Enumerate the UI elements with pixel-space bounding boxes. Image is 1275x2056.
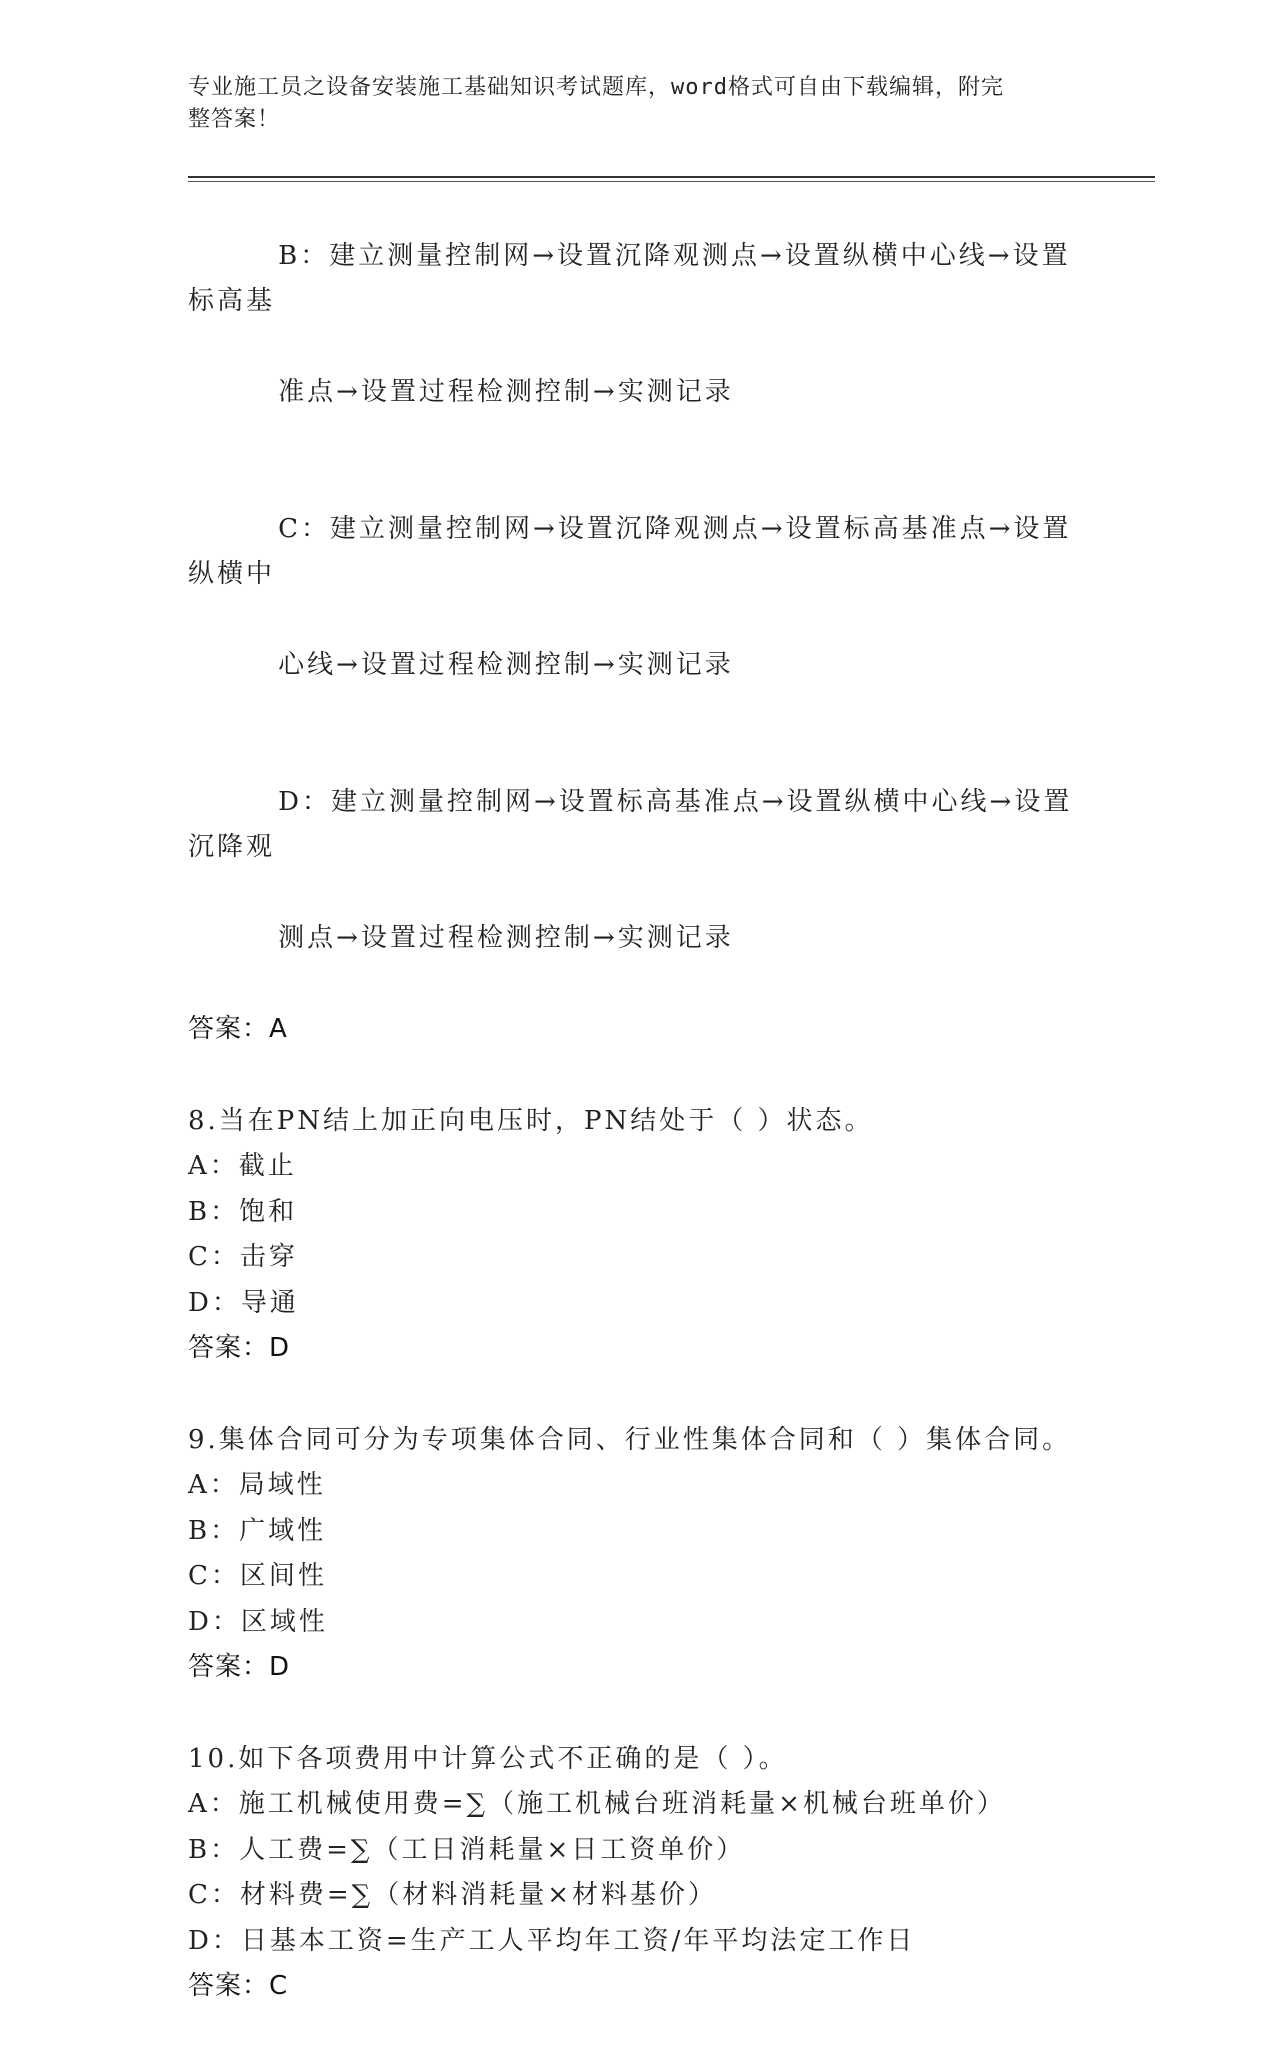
option-b <box>188 188 1088 461</box>
question-7-continued <box>188 188 1088 1053</box>
option-b-line-1: B：建立测量控制网→设置沉降观测点→设置纵横中心线→设置标高基 <box>188 240 1071 316</box>
header-line-1: 专业施工员之设备安装施工基础知识考试题库，word格式可自由下载编辑，附完 <box>188 75 1004 100</box>
page-header <box>188 72 1088 136</box>
option-d-line-2: 测点→设置过程检测控制→实测记录 <box>278 923 734 953</box>
question-8 <box>188 1099 1088 1372</box>
option-a: A：施工机械使用费=∑（施工机械台班消耗量×机械台班单价） <box>188 1789 1006 1819</box>
option-d: D：导通 <box>188 1287 299 1318</box>
answer-line: 答案：A <box>188 1014 288 1044</box>
answer-line: 答案：C <box>188 1971 289 2001</box>
option-d-line-1: D：建立测量控制网→设置标高基准点→设置纵横中心线→设置沉降观 <box>188 786 1073 862</box>
question-stem: 8.当在PN结上加正向电压时，PN结处于（ ）状态。 <box>188 1105 874 1136</box>
question-content <box>188 188 1088 2056</box>
answer-line: 答案：D <box>188 1652 291 1682</box>
answer-line: 答案：D <box>188 1333 291 1363</box>
option-b-line-2: 准点→设置过程检测控制→实测记录 <box>278 377 734 407</box>
option-c: C：击穿 <box>188 1242 298 1272</box>
option-c: C：区间性 <box>188 1561 327 1591</box>
option-a: A：局域性 <box>188 1470 326 1500</box>
option-c: C：材料费=∑（材料消耗量×材料基价） <box>188 1880 718 1910</box>
question-stem: 9.集体合同可分为专项集体合同、行业性集体合同和（ ）集体合同。 <box>188 1424 1072 1455</box>
option-a: A：截止 <box>188 1151 297 1181</box>
option-b: B：饱和 <box>188 1196 298 1227</box>
option-c <box>188 461 1088 734</box>
question-10 <box>188 1737 1088 2010</box>
option-c-line-1: C：建立测量控制网→设置沉降观测点→设置标高基准点→设置纵横中 <box>188 513 1072 589</box>
header-divider-thin <box>188 181 1155 182</box>
option-d <box>188 734 1088 1007</box>
option-b: B：人工费=∑（工日消耗量×日工资单价） <box>188 1834 746 1865</box>
option-d: D：日基本工资=生产工人平均年工资/年平均法定工作日 <box>188 1925 916 1956</box>
option-d: D：区域性 <box>188 1606 328 1637</box>
header-divider-thick <box>188 176 1155 178</box>
header-line-2: 整答案！ <box>188 107 281 132</box>
option-b: B：广域性 <box>188 1515 327 1546</box>
option-c-line-2: 心线→设置过程检测控制→实测记录 <box>278 650 734 680</box>
question-stem: 10.如下各项费用中计算公式不正确的是（ ）。 <box>188 1743 788 1774</box>
